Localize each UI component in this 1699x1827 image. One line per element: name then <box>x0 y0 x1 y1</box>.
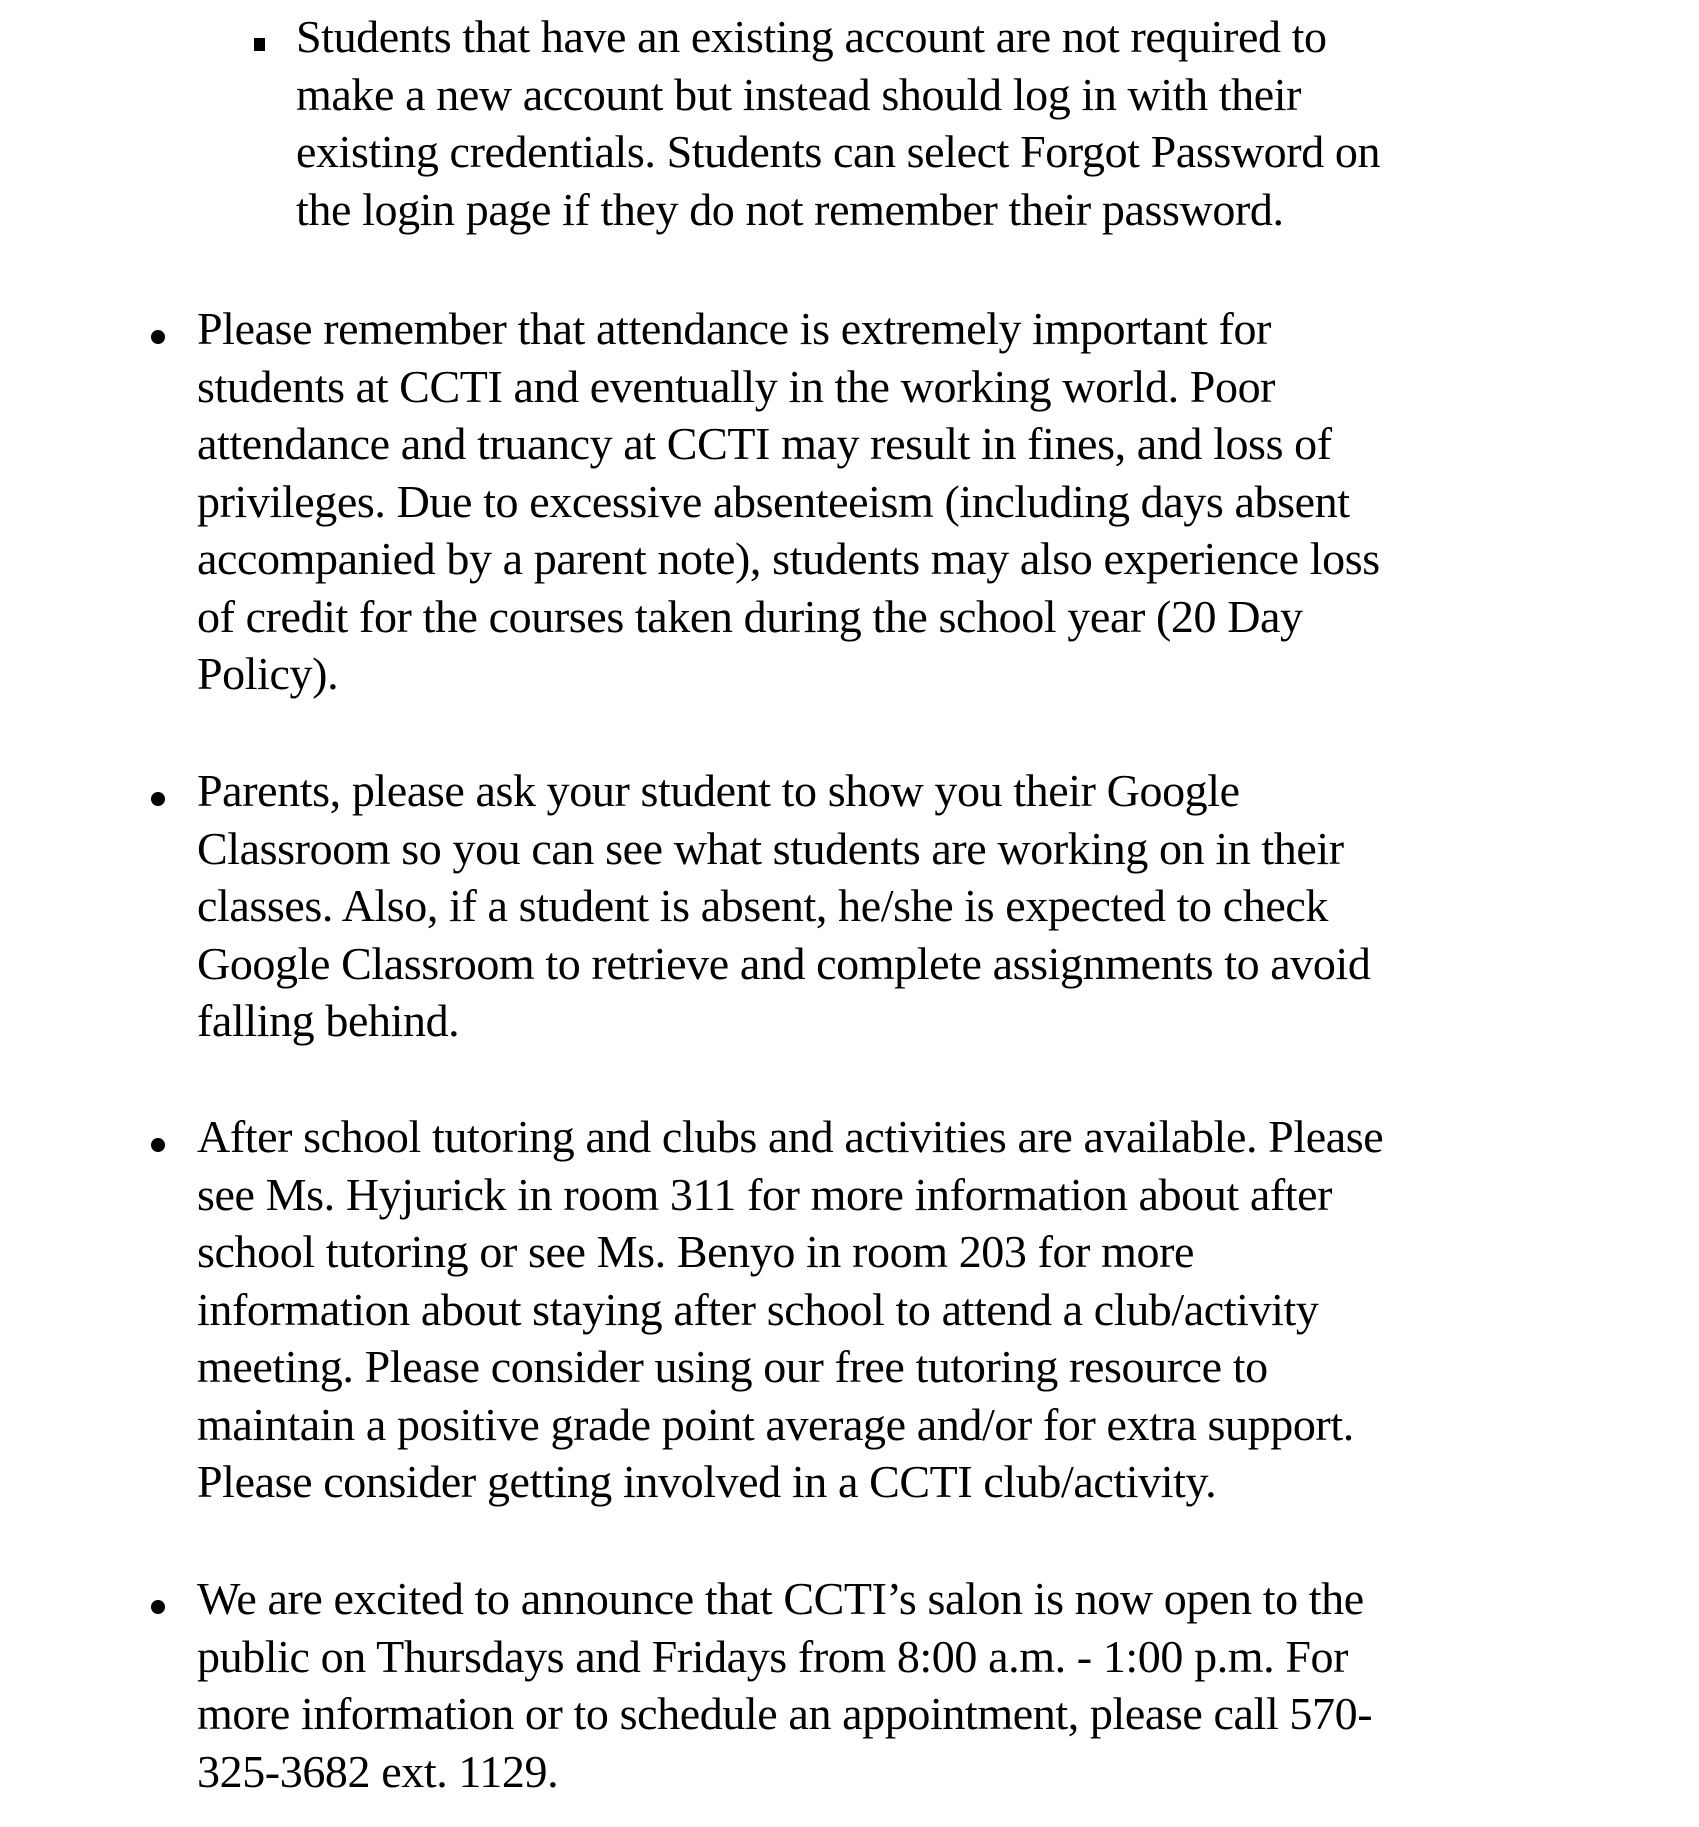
text-line: Classroom so you can see what students are working on in their <box>197 822 1344 874</box>
text-line: students at CCTI and eventually in the working world. Poor <box>197 360 1276 412</box>
text-line: After school tutoring and clubs and activities are available. Please <box>197 1111 1384 1162</box>
round-bullet-icon <box>151 1600 165 1614</box>
text-line: of credit for the courses taken during the school year (20 Day <box>197 590 1303 642</box>
text-line: Google Classroom to retrieve and complete assignments to avoid <box>197 937 1371 989</box>
round-bullet-icon <box>151 330 165 344</box>
text-line: falling behind. <box>197 995 460 1046</box>
text-line: Please remember that attendance is extremely important for <box>197 303 1271 354</box>
text-line: maintain a positive grade point average and/or for extra support. <box>197 1398 1354 1450</box>
text-line: Students that have an existing account are not required to <box>296 11 1327 62</box>
text-line: more information or to schedule an appointment, please call 570- <box>197 1688 1373 1739</box>
text-line: 325-3682 ext. 1129. <box>197 1745 559 1797</box>
text-line: school tutoring or see Ms. Benyo in room 203 for more <box>197 1226 1195 1277</box>
text-line: see Ms. Hyjurick in room 311 for more information about after <box>197 1168 1333 1220</box>
list-item-text <box>197 762 1371 1050</box>
square-bullet-icon <box>254 38 265 51</box>
list-item-text <box>296 8 1380 238</box>
text-line: existing credentials. Students can select Forgot Password on <box>296 126 1381 177</box>
text-line: privileges. Due to excessive absenteeism (including days absent <box>197 475 1350 527</box>
text-line: Parents, please ask your student to show you their Google <box>197 765 1240 816</box>
list-item-text <box>197 1108 1383 1511</box>
text-line: Policy). <box>197 648 339 699</box>
list-item-text <box>197 1570 1372 1800</box>
round-bullet-icon <box>151 792 165 806</box>
text-line: information about staying after school to attend a club/activity <box>197 1283 1319 1335</box>
text-line: meeting. Please consider using our free tutoring resource to <box>197 1341 1268 1392</box>
text-line: We are excited to announce that CCTI’s salon is now open to the <box>197 1573 1364 1624</box>
list-item-text <box>197 300 1380 703</box>
text-line: public on Thursdays and Fridays from 8:00 a.m. - 1:00 p.m. For <box>197 1630 1349 1682</box>
text-line: Please consider getting involved in a CCTI club/activity. <box>197 1456 1217 1507</box>
text-line: make a new account but instead should log in with their <box>296 68 1302 120</box>
text-line: the login page if they do not remember their password. <box>296 183 1284 235</box>
text-line: attendance and truancy at CCTI may result in fines, and loss of <box>197 418 1332 469</box>
text-line: classes. Also, if a student is absent, he/she is expected to check <box>197 880 1328 931</box>
text-line: accompanied by a parent note), students may also experience loss <box>197 533 1380 584</box>
round-bullet-icon <box>151 1138 165 1152</box>
